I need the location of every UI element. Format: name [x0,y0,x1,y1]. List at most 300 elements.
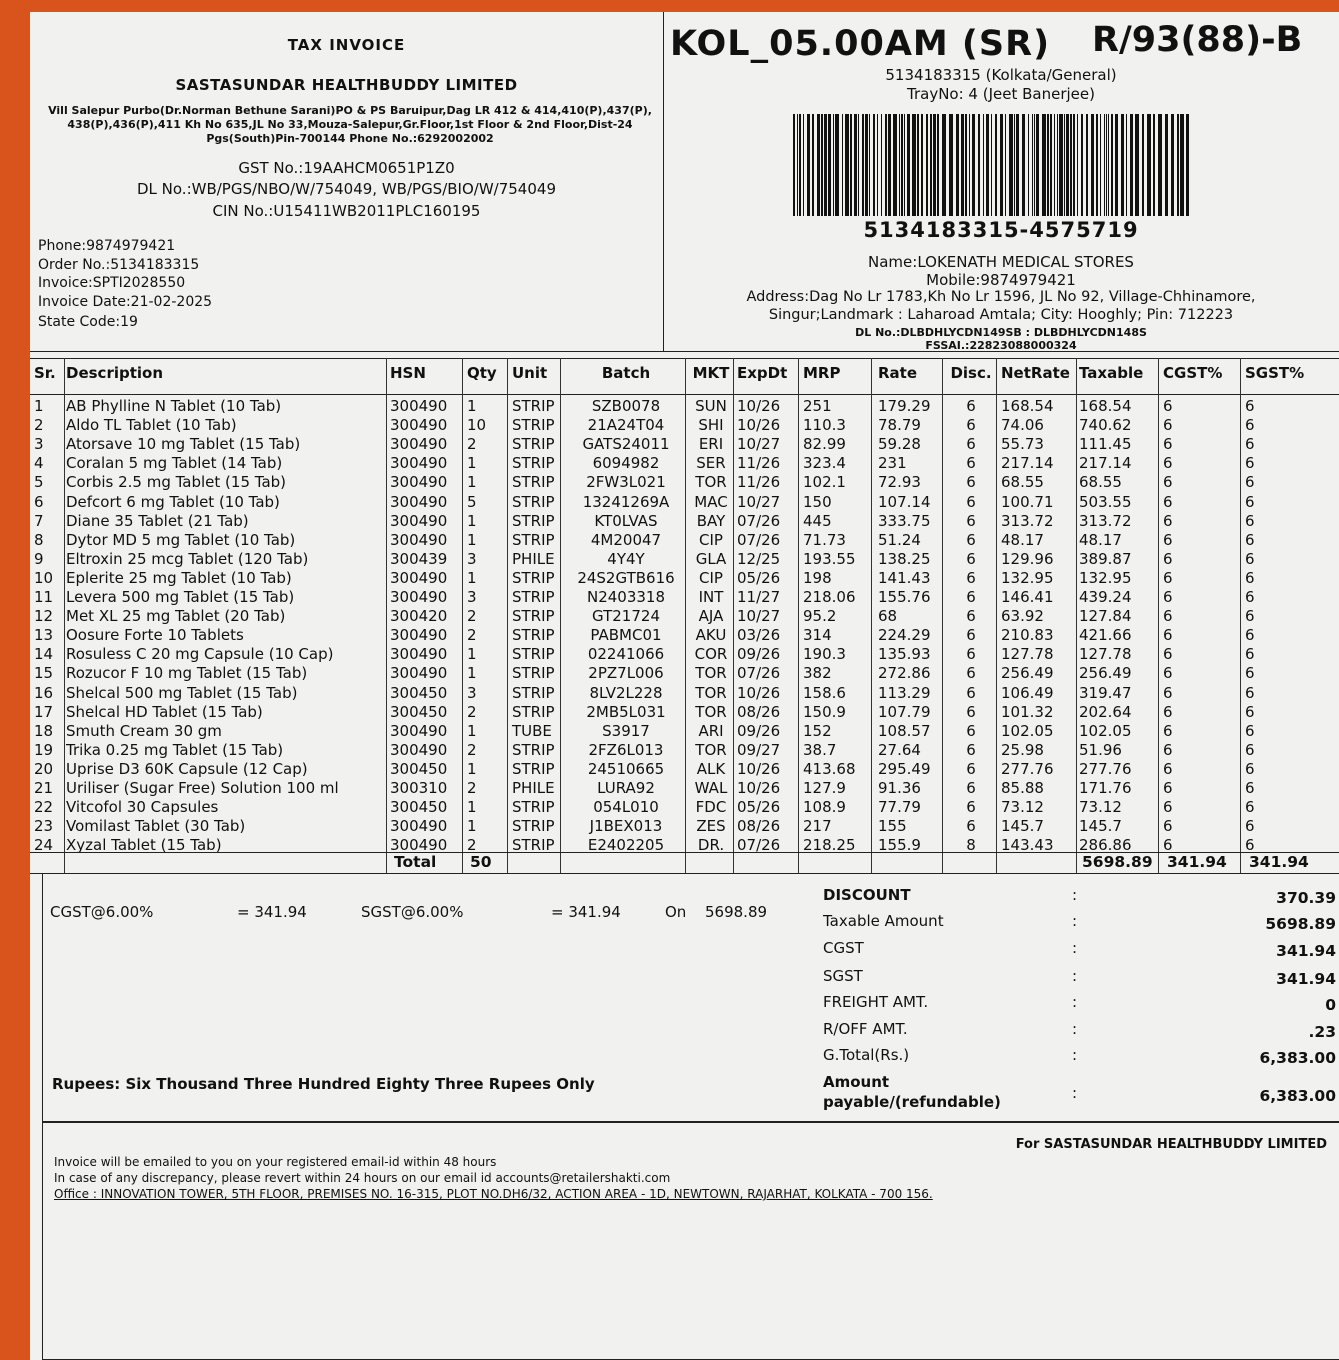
table-cell: Aldo TL Tablet (10 Tab) [66,416,237,435]
seller-gst: GST No.:19AAHCM0651P1Z0 [238,159,455,177]
barcode-bar [799,114,801,216]
table-cell: 277.76 [1079,759,1132,778]
table-cell: 72.93 [878,473,921,492]
table-cell: 4 [34,454,44,473]
amount-payable-value: 6,383.00 [1259,1087,1336,1105]
barcode-bar [893,114,897,216]
summary-colon: : [1072,1020,1078,1038]
table-cell: 6 [966,549,976,568]
table-cell: STRIP [512,740,555,759]
barcode-bar [1081,114,1083,216]
table-cell: 2 [467,626,477,645]
table-cell: 6 [1245,607,1255,626]
table-cell: STRIP [512,645,555,664]
table-cell: 14 [34,645,54,664]
column-header: Rate [878,364,918,382]
barcode-bar [817,114,820,216]
table-cell: 6 [1163,435,1173,454]
table-cell: 77.79 [878,798,921,817]
table-cell: TOR [695,740,727,759]
barcode-bar [969,114,970,216]
summary-value: 370.39 [1276,889,1336,907]
table-cell: 48.17 [1001,530,1044,549]
barcode-bar [1014,114,1015,216]
table-cell: 27.64 [878,740,921,759]
route-id: R/93(88)-B [1092,20,1303,60]
table-cell: 02241066 [587,645,665,664]
table-cell: 202.64 [1079,702,1132,721]
table-cell: LURA92 [597,779,655,797]
barcode-bar [842,114,843,216]
table-cell: 300450 [390,759,448,778]
table-cell: STRIP [512,626,555,645]
table-cell: 6 [1245,588,1255,606]
table-cell: 1 [467,530,477,549]
table-cell: 6 [1245,492,1255,511]
table-cell: 218.06 [803,588,856,606]
table-cell: 2 [467,779,477,797]
table-cell: 111.45 [1079,435,1132,454]
barcode-bar [1032,114,1033,216]
table-cell: 6 [1163,740,1173,759]
table-cell: 21A24T04 [587,416,665,435]
table-cell: 11 [34,588,54,606]
barcode-bar [1050,114,1052,216]
table-cell: 300490 [390,588,448,606]
table-cell: 16 [34,683,54,702]
barcode-bar [1064,114,1065,216]
column-header: Sr. [34,364,56,382]
table-cell: Defcort 6 mg Tablet (10 Tab) [66,492,280,511]
table-cell: 102.05 [1001,721,1054,740]
barcode-bar [991,114,992,216]
table-cell: 6 [1163,721,1173,740]
table-cell: 6 [1163,645,1173,664]
table-cell: 82.99 [803,435,846,454]
amount-payable-label2: payable/(refundable) [823,1093,1001,1111]
table-cell: 6 [1245,683,1255,702]
summary-value: 341.94 [1276,970,1336,988]
table-cell: 21 [34,779,54,797]
table-cell: 51.24 [878,530,921,549]
table-cell: 6 [966,759,976,778]
table-cell: 127.84 [1079,607,1132,626]
table-cell: 300490 [390,836,448,855]
table-cell: 231 [878,454,907,473]
table-cell: STRIP [512,683,555,702]
barcode-bar [961,114,964,216]
table-cell: TOR [695,683,727,702]
total-qty: 50 [470,853,492,871]
table-cell: 1 [467,454,477,473]
table-cell: S3917 [602,721,650,740]
table-cell: ZES [696,817,726,836]
table-cell: 6 [966,473,976,492]
table-cell: 300490 [390,454,448,473]
barcode-bar [807,114,810,216]
summary-colon: : [1072,939,1078,957]
table-cell: 6 [966,683,976,702]
total-taxable: 5698.89 [1082,853,1153,871]
table-cell: 6 [966,740,976,759]
table-cell: STRIP [512,798,555,817]
doc-title: TAX INVOICE [287,36,406,54]
customer-name: Name:LOKENATH MEDICAL STORES [868,253,1134,271]
table-cell: 6 [1163,607,1173,626]
table-cell: 13 [34,626,54,645]
table-cell: 05/26 [737,798,781,817]
table-cell: 319.47 [1079,683,1132,702]
customer-mobile: Mobile:9874979421 [926,271,1076,289]
table-cell: AJA [698,607,724,626]
table-cell: 5 [34,473,44,492]
table-cell: ERI [698,435,724,454]
table-cell: 171.76 [1079,779,1132,797]
table-cell: 08/26 [737,817,781,836]
barcode-bar [926,114,928,216]
column-divider [386,358,387,874]
table-cell: Shelcal HD Tablet (15 Tab) [66,702,263,721]
table-cell: 1 [467,511,477,530]
table-cell: 6 [1245,397,1255,415]
table-cell: 2 [34,416,44,435]
table-cell: SZB0078 [591,397,661,415]
table-cell: 6 [966,530,976,549]
table-cell: TOR [695,473,727,492]
table-cell: 6 [1163,836,1173,855]
amount-in-words: Rupees: Six Thousand Three Hundred Eighty Three Rupees Only [52,1075,595,1093]
barcode-bar [937,114,939,216]
table-cell: 190.3 [803,645,846,664]
table-cell: 17 [34,702,54,721]
table-cell: 6 [1163,511,1173,530]
summary-value: .23 [1308,1023,1336,1041]
column-divider [798,358,799,874]
table-cell: SER [696,454,726,473]
column-header: SGST% [1245,364,1305,382]
table-cell: 6 [34,492,44,511]
table-cell: 1 [467,817,477,836]
table-cell: 78.79 [878,416,921,435]
table-cell: 179.29 [878,397,931,415]
barcode-bar [1054,114,1055,216]
summary-colon: : [1072,912,1078,930]
table-cell: Uriliser (Sugar Free) Solution 100 ml [66,779,339,797]
table-cell: 6 [966,798,976,817]
table-cell: 6 [966,645,976,664]
table-cell: 2PZ7L006 [588,664,664,683]
table-cell: 3 [467,683,477,702]
summary-value: 341.94 [1276,942,1336,960]
barcode-bar [965,114,967,216]
table-cell: 300490 [390,626,448,645]
table-cell: 217 [803,817,832,836]
table-cell: 1 [467,721,477,740]
table-cell: 6 [1245,779,1255,797]
column-header: NetRate [1001,364,1070,382]
summary-value: 5698.89 [1265,915,1336,933]
table-cell: 12/25 [737,549,781,568]
table-cell: 132.95 [1079,568,1132,587]
table-cell: 6 [1163,397,1173,415]
column-divider [871,358,872,874]
table-cell: 74.06 [1001,416,1044,435]
table-cell: 152 [803,721,832,740]
barcode-bar [1153,114,1155,216]
table-cell: PHILE [512,779,555,797]
table-cell: 158.6 [803,683,846,702]
table-cell: 6 [1163,416,1173,435]
table-cell: 6 [1163,664,1173,683]
summary-colon: : [1072,993,1078,1011]
table-cell: 272.86 [878,664,931,683]
table-cell: 2 [467,836,477,855]
barcode-bar [1066,114,1069,216]
table-cell: GLA [695,549,727,568]
summary-value: 0 [1325,996,1336,1014]
table-cell: 19 [34,740,54,759]
table-cell: STRIP [512,664,555,683]
table-cell: 300420 [390,607,448,626]
table-cell: Xyzal Tablet (15 Tab) [66,836,222,855]
barcode [793,114,1193,216]
barcode-bar [1104,114,1105,216]
table-cell: 6 [1245,416,1255,435]
table-cell: COR [694,645,728,664]
table-cell: 217.14 [1079,454,1132,473]
barcode-bar [912,114,916,216]
barcode-bar [1177,114,1179,216]
barcode-bar [1022,114,1025,216]
table-cell: 150.9 [803,702,846,721]
column-divider [733,358,734,874]
table-cell: 445 [803,511,832,530]
table-cell: 10/27 [737,435,781,454]
table-cell: 68.55 [1001,473,1044,492]
barcode-bar [942,114,946,216]
table-cell: 11/27 [737,588,781,606]
table-cell: Diane 35 Tablet (21 Tab) [66,511,249,530]
table-cell: 113.29 [878,683,931,702]
barcode-bar [858,114,859,216]
seller-company: SASTASUNDAR HEALTHBUDDY LIMITED [175,76,518,94]
table-cell: 300439 [390,549,448,568]
table-cell: STRIP [512,492,555,511]
column-divider [560,358,561,874]
table-cell: 300450 [390,702,448,721]
table-cell: 2MB5L031 [586,702,666,721]
table-cell: 138.25 [878,549,931,568]
barcode-bar [933,114,936,216]
table-cell: 8 [34,530,44,549]
seller-cin: CIN No.:U15411WB2011PLC160195 [212,202,481,220]
summary-label: G.Total(Rs.) [823,1046,910,1064]
barcode-bar [1115,114,1118,216]
barcode-bar [1111,114,1113,216]
table-cell: 6 [1163,626,1173,645]
table-cell: Trika 0.25 mg Tablet (15 Tab) [66,740,284,759]
table-cell: 300450 [390,683,448,702]
table-cell: 24S2GTB616 [577,568,675,587]
table-cell: 25.98 [1001,740,1044,759]
table-cell: 300490 [390,492,448,511]
table-cell: 503.55 [1079,492,1132,511]
barcode-bar [978,114,980,216]
table-cell: 256.49 [1079,664,1132,683]
table-cell: 6 [1245,664,1255,683]
phone: Phone:9874979421 [38,238,176,254]
table-cell: 11/26 [737,473,781,492]
barcode-bar [854,114,857,216]
barcode-bar [1158,114,1162,216]
table-cell: Rozucor F 10 mg Tablet (15 Tab) [66,664,308,683]
table-cell: 6 [966,721,976,740]
total-sgst: 341.94 [1249,853,1309,871]
column-header: Unit [512,364,548,382]
table-cell: 6 [1245,836,1255,855]
table-cell: INT [698,588,724,606]
table-cell: STRIP [512,568,555,587]
table-cell: 10/26 [737,416,781,435]
table-cell: 10/26 [737,683,781,702]
table-cell: TUBE [512,721,552,740]
customer-address-line2: Singur;Landmark : Laharoad Amtala; City: Hooghly; Pin: 712223 [768,307,1234,323]
barcode-bar [812,114,814,216]
on-label: On [665,903,687,921]
barcode-bar [1086,114,1088,216]
column-header: MRP [803,364,841,382]
table-cell: 07/26 [737,836,781,855]
table-cell: 09/27 [737,740,781,759]
table-cell: 102.1 [803,473,846,492]
barcode-bar [1073,114,1075,216]
barcode-bar [1130,114,1133,216]
table-cell: STRIP [512,607,555,626]
table-cell: 6 [1163,702,1173,721]
barcode-bar [904,114,905,216]
table-cell: 300490 [390,645,448,664]
table-cell: 168.54 [1079,397,1132,415]
barcode-bar [1077,114,1078,216]
cgst-rate-label: CGST@6.00% [50,903,154,921]
table-cell: 6 [1163,817,1173,836]
on-value: 5698.89 [705,903,768,921]
table-cell: 6 [966,607,976,626]
table-cell: 8 [966,836,976,855]
table-cell: Shelcal 500 mg Tablet (15 Tab) [66,683,298,702]
table-cell: 256.49 [1001,664,1054,683]
amount-payable-label1: Amount [823,1073,890,1091]
table-cell: 300450 [390,798,448,817]
customer-fssai: FSSAI.:22823088000324 [925,339,1077,352]
table-cell: 6 [966,626,976,645]
order-no: Order No.:5134183315 [38,257,200,273]
table-cell: 6 [1245,740,1255,759]
table-cell: 6 [1245,435,1255,454]
table-cell: 48.17 [1079,530,1122,549]
table-cell: SHI [698,416,724,435]
table-cell: 91.36 [878,779,921,797]
table-cell: STRIP [512,588,555,606]
table-cell: 143.43 [1001,836,1054,855]
table-cell: 10/26 [737,397,781,415]
table-cell: 5 [467,492,477,511]
table-cell: 3 [467,588,477,606]
table-cell: 10/27 [737,492,781,511]
barcode-bar [1126,114,1127,216]
table-cell: 13241269A [582,492,670,511]
column-divider [942,358,943,874]
table-cell: 2 [467,702,477,721]
barcode-bar [869,114,870,216]
table-cell: 1 [467,664,477,683]
table-cell: 2 [467,435,477,454]
barcode-bar [956,114,959,216]
table-cell: 389.87 [1079,549,1132,568]
barcode-bar [983,114,984,216]
table-cell: Dytor MD 5 mg Tablet (10 Tab) [66,530,296,549]
table-cell: TOR [695,664,727,683]
column-divider [1076,358,1077,874]
barcode-bar [877,114,878,216]
table-cell: 6 [1163,588,1173,606]
table-cell: 20 [34,759,54,778]
table-cell: AB Phylline N Tablet (10 Tab) [66,397,282,415]
table-cell: 73.12 [1001,798,1044,817]
table-cell: 300490 [390,511,448,530]
seller-dl: DL No.:WB/PGS/NBO/W/754049, WB/PGS/BIO/W/754049 [137,180,556,198]
table-cell: 145.7 [1079,817,1122,836]
table-cell: 150 [803,492,832,511]
table-cell: 6 [1163,798,1173,817]
table-cell: AKU [695,626,727,645]
table-cell: 6 [966,702,976,721]
barcode-bar [907,114,910,216]
table-cell: 6 [966,779,976,797]
summary-colon: : [1072,1046,1078,1064]
table-cell: 6 [1245,645,1255,664]
barcode-bar [1121,114,1124,216]
table-cell: 6 [966,664,976,683]
table-cell: 439.24 [1079,588,1132,606]
table-cell: 2 [467,740,477,759]
table-cell: Coralan 5 mg Tablet (14 Tab) [66,454,283,473]
barcode-bar [865,114,868,216]
amount-payable-colon: : [1072,1084,1078,1102]
table-cell: Rosuless C 20 mg Capsule (10 Cap) [66,645,334,664]
table-cell: 12 [34,607,54,626]
table-cell: STRIP [512,817,555,836]
table-cell: 6 [966,454,976,473]
barcode-number: 5134183315-4575719 [863,218,1139,242]
column-header: CGST% [1163,364,1223,382]
table-cell: 6 [1163,568,1173,587]
summary-label: DISCOUNT [823,886,911,904]
footer-note-email: Invoice will be emailed to you on your registered email-id within 48 hours [54,1155,497,1169]
barcode-bar [1165,114,1168,216]
table-cell: 300490 [390,397,448,415]
table-cell: 333.75 [878,511,931,530]
barcode-bar [986,114,989,216]
table-cell: 224.29 [878,626,931,645]
table-cell: CIP [699,568,723,587]
table-cell: 6 [1245,568,1255,587]
table-cell: TOR [695,702,727,721]
column-divider [64,358,65,874]
table-cell: 300490 [390,721,448,740]
barcode-bar [1147,114,1151,216]
cgst-rate-value: = 341.94 [237,903,307,921]
